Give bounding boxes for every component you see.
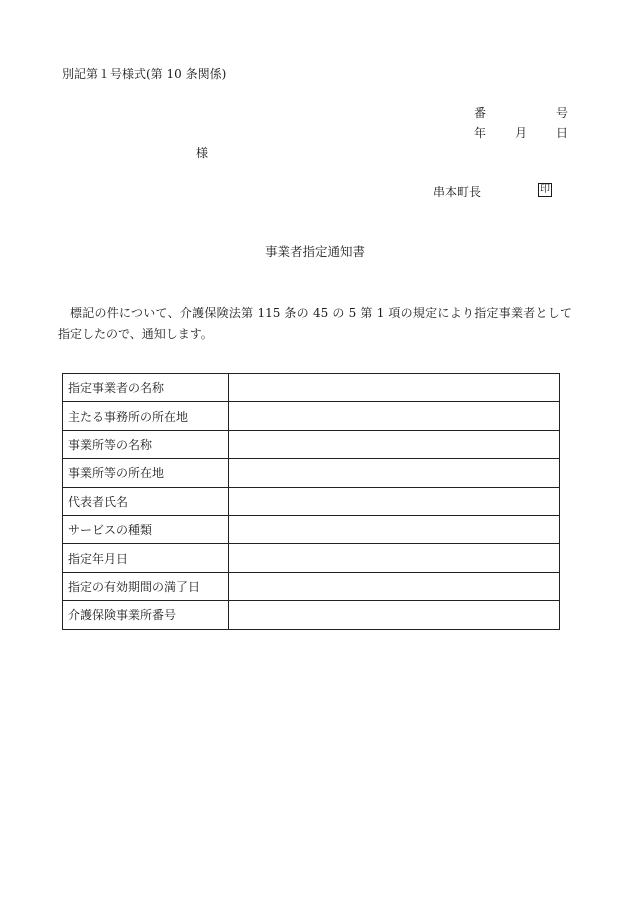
row-value: [229, 430, 560, 458]
row-value: [229, 402, 560, 430]
row-label: 指定事業者の名称: [63, 374, 229, 402]
issuer-name: 串本町長: [433, 185, 482, 199]
row-value: [229, 515, 560, 543]
row-value: [229, 601, 560, 629]
date-day-label: 日: [556, 126, 569, 140]
designation-info-table: [62, 373, 560, 630]
table-row: [63, 572, 560, 600]
table-row: [63, 374, 560, 402]
body-paragraph: 標記の件について、介護保険法第 115 条の 45 の 5 第 1 項の規定により指定事業者として指定したので、通知します。: [58, 306, 572, 341]
number-label-go: 号: [556, 106, 569, 120]
table-row: [63, 544, 560, 572]
row-label: サービスの種類: [63, 515, 229, 543]
row-value: [229, 459, 560, 487]
table-row: [63, 459, 560, 487]
table-row: [63, 601, 560, 629]
date-month-label: 月: [515, 126, 528, 140]
row-value: [229, 544, 560, 572]
row-label: 介護保険事業所番号: [63, 601, 229, 629]
row-label: 指定年月日: [63, 544, 229, 572]
row-label: 代表者氏名: [63, 487, 229, 515]
row-label: 指定の有効期間の満了日: [63, 572, 229, 600]
date-year-label: 年: [474, 126, 487, 140]
document-title: 事業者指定通知書: [264, 244, 365, 259]
table-row: [63, 515, 560, 543]
row-value: [229, 572, 560, 600]
row-label: 主たる事務所の所在地: [63, 402, 229, 430]
row-value: [229, 487, 560, 515]
form-identifier: 別記第１号様式(第 10 条関係): [62, 67, 227, 81]
addressee-honorific: 様: [196, 146, 209, 160]
table-row: [63, 430, 560, 458]
row-label: 事業所等の所在地: [63, 459, 229, 487]
table-row: [63, 487, 560, 515]
table-row: [63, 402, 560, 430]
seal-stamp-icon: 印: [540, 184, 550, 195]
row-value: [229, 374, 560, 402]
row-label: 事業所等の名称: [63, 430, 229, 458]
number-label-ban: 番: [474, 106, 487, 120]
